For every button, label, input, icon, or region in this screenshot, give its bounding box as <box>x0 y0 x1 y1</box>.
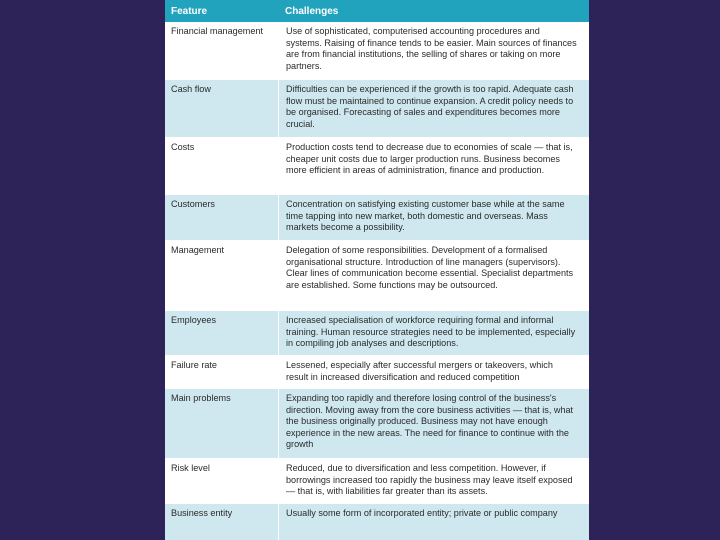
challenge-cell: Increased specialisation of workforce requiring formal and informal training. Human resource strategies need to be implemented, especially in compiling job analyses and descriptions. <box>278 311 589 355</box>
feature-cell: Employees <box>171 315 216 325</box>
challenge-cell: Concentration on satisfying existing customer base while at the same time tapping into new market, both domestic and overseas. Mass markets become a possibility. <box>278 195 589 240</box>
feature-cell: Cash flow <box>171 84 211 94</box>
document-page <box>165 0 589 540</box>
header-feature: Feature <box>171 5 208 17</box>
table-row <box>165 310 589 355</box>
challenge-cell: Use of sophisticated, computerised accounting procedures and systems. Raising of finance tends to be easier. Main sources of finances are from financial institutions, the selling of shares or taking on more partners. <box>278 22 589 79</box>
header-challenges: Challenges <box>285 5 339 17</box>
table-row <box>165 79 589 137</box>
table-row <box>165 240 589 310</box>
table-row <box>165 503 589 540</box>
table-row <box>165 194 589 240</box>
challenge-cell: Delegation of some responsibilities. Development of a formalised organisational structure. Introduction of line managers (supervisors). Clear lines of communication become essential. Specialist departments are established. Some functions may be outsourced. <box>278 241 589 310</box>
table-row <box>165 355 589 388</box>
feature-cell: Financial management <box>171 26 263 36</box>
feature-cell: Risk level <box>171 463 210 473</box>
feature-cell: Management <box>171 245 225 255</box>
table-row <box>165 22 589 79</box>
feature-cell: Failure rate <box>171 360 217 370</box>
challenge-cell: Production costs tend to decrease due to economies of scale — that is, cheaper unit costs due to larger production runs. Business becomes more efficient in areas of administration, finance and production. <box>278 138 589 194</box>
challenge-cell: Expanding too rapidly and therefore losing control of the business's direction. Moving away from the core business activities — that is, what the business originally produced. Business may not have enough experience in the new areas. The need for finance to continue with the growth <box>278 389 589 458</box>
feature-cell: Main problems <box>171 393 231 403</box>
feature-cell: Customers <box>171 199 215 209</box>
table-row <box>165 388 589 458</box>
challenge-cell: Usually some form of incorporated entity; private or public company <box>278 504 589 540</box>
challenge-cell: Lessened, especially after successful mergers or takeovers, which result in increased diversification and reduced competition <box>278 356 589 388</box>
challenge-cell: Reduced, due to diversification and less competition. However, if borrowings increased too rapidly the business may leave itself exposed — that is, with liabilities far greater than its assets. <box>278 459 589 503</box>
table-row <box>165 137 589 194</box>
feature-cell: Business entity <box>171 508 233 518</box>
table-row <box>165 458 589 503</box>
feature-cell: Costs <box>171 142 195 152</box>
table-header <box>165 0 589 22</box>
challenge-cell: Difficulties can be experienced if the growth is too rapid. Adequate cash flow must be maintained to continue expansion. A credit policy needs to be organised. Forecasting of sales and expenditures becomes more crucial. <box>278 80 589 137</box>
